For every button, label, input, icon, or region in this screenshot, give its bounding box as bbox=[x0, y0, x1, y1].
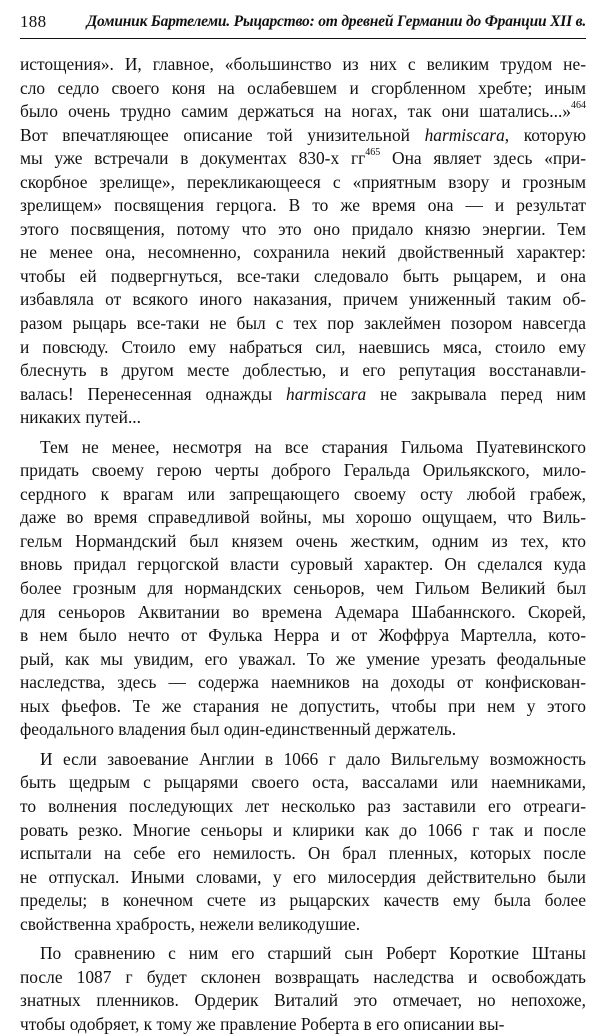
line-text: быть щедрым с рыцарями своего оста, вассалами или наемниками, bbox=[20, 772, 586, 793]
text-line bbox=[20, 383, 586, 407]
text-line bbox=[20, 265, 586, 289]
line-text: гельм Нормандский был князем очень жестким, одним из тех, кто bbox=[20, 530, 586, 551]
line-text: для сеньоров Аквитании во времена Адемара Шабаннского. Скорей, bbox=[20, 601, 586, 622]
footnote-ref: 465 bbox=[365, 147, 381, 159]
text-line bbox=[20, 819, 586, 843]
line-text: сло седло своего коня на ослабевшем и сгорбленном хребте; иным bbox=[20, 77, 586, 98]
line-text: чтобы ей подвергнуться, все-таки следовало быть рыцарем, и она bbox=[20, 265, 586, 286]
paragraph bbox=[20, 942, 586, 1036]
line-text: Тем не менее, несмотря на все старания Гильома Пуатевинского bbox=[40, 436, 586, 457]
text-line bbox=[20, 436, 586, 460]
line-text: даже во время справедливой войны, мы хорошо ощущаем, что Виль- bbox=[20, 507, 586, 528]
line-text: Она являет здесь «при- bbox=[380, 148, 586, 169]
text-line bbox=[20, 77, 586, 101]
line-text: избавляла от всякого иного наказания, причем униженный таким об- bbox=[20, 289, 586, 310]
line-text: мы уже встречали в документах 830-х гг bbox=[20, 148, 366, 169]
line-text: истощения». И, главное, «большинство из них с великим трудом не- bbox=[20, 54, 586, 74]
text-line bbox=[20, 124, 586, 148]
line-text: в нем было нечто от Фулька Нерра и от Жоффруа Мартелла, кото- bbox=[20, 625, 586, 646]
text-line bbox=[20, 748, 586, 772]
text-line bbox=[20, 942, 586, 966]
line-text: то волнения последующих лет несколько раз заставили его отреаги- bbox=[20, 795, 586, 816]
line-text: пределы; в конечном счете из рыцарских качеств ему была более bbox=[20, 890, 586, 911]
line-text: не менее она, несомненно, сохранила некий двойственный характер: bbox=[20, 242, 586, 263]
line-text: вновь придал герцогской власти суровый характер. Он сделался куда bbox=[20, 554, 586, 575]
line-text: И если завоевание Англии в 1066 г дало Вильгельму возможность bbox=[40, 748, 586, 769]
line-text: никаких путей... bbox=[20, 407, 141, 428]
text-line bbox=[20, 53, 586, 77]
text-line bbox=[20, 288, 586, 312]
paragraph bbox=[20, 748, 586, 936]
line-text: было очень трудно самим держаться на ногах, так они шатались...» bbox=[20, 101, 571, 122]
text-line bbox=[20, 171, 586, 195]
line-text: и повсюду. Стоило ему набраться сил, наевшись мяса, стоило ему bbox=[20, 336, 586, 357]
text-line bbox=[20, 312, 586, 336]
line-text: Вот впечатляющее описание той унизительной bbox=[20, 124, 425, 145]
text-line bbox=[20, 530, 586, 554]
text-line bbox=[20, 241, 586, 265]
text-line bbox=[20, 795, 586, 819]
line-text: не закрывала перед ним bbox=[366, 383, 587, 404]
text-line bbox=[20, 1013, 586, 1036]
text-line bbox=[20, 147, 586, 171]
book-page bbox=[20, 10, 586, 1036]
running-title: Доминик Бартелеми. Рыцарство: от древней Германии до Франции XII в. bbox=[86, 13, 586, 30]
text-line bbox=[20, 100, 586, 124]
paragraph bbox=[20, 436, 586, 742]
text-line bbox=[20, 771, 586, 795]
text-line bbox=[20, 406, 586, 430]
footnote-ref: 464 bbox=[571, 100, 586, 112]
line-text: блеснуть в другом месте доблестью, и его репутация восстанавли- bbox=[20, 360, 586, 381]
line-text: свойственна храбрость, нежели великодушие. bbox=[20, 913, 361, 934]
line-text: сердного к врагам или запрещающего своему осту любой грабеж, bbox=[20, 483, 586, 504]
text-line bbox=[20, 889, 586, 913]
line-text: знатных пленников. Ордерик Виталий это отмечает, но непохоже, bbox=[20, 990, 586, 1011]
latin-term: harmiscara bbox=[286, 383, 367, 404]
line-text: не отпускал. Иными словами, у его милосердия действительно были bbox=[20, 866, 586, 887]
line-text: чтобы одобряет, к тому же правление Роберта в его описании вы- bbox=[20, 1013, 505, 1034]
line-text: рый, как мы увидим, его уважал. То же умение урезать феодальные bbox=[20, 648, 586, 669]
line-text: этого посвящения, потому что это оно придало князю энергии. Тем bbox=[20, 218, 586, 239]
text-line bbox=[20, 695, 586, 719]
line-text: ных фьефов. Те же старания не допустить, чтобы при нем у этого bbox=[20, 695, 586, 716]
text-line bbox=[20, 336, 586, 360]
text-line bbox=[20, 459, 586, 483]
text-line bbox=[20, 989, 586, 1013]
text-line bbox=[20, 359, 586, 383]
text-line bbox=[20, 506, 586, 530]
line-text: зрелищем» посвящения герцога. В то же время она — и результат bbox=[20, 195, 586, 216]
text-line bbox=[20, 577, 586, 601]
text-line bbox=[20, 218, 586, 242]
text-line bbox=[20, 553, 586, 577]
text-line bbox=[20, 483, 586, 507]
line-text: более грозным для нормандских сеньоров, чем Гильом Великий был bbox=[20, 578, 586, 599]
line-text: разом рыцарь все-таки не был с тех пор заклеймен позором навсегда bbox=[20, 313, 586, 334]
paragraph bbox=[20, 53, 586, 430]
body-text bbox=[20, 53, 586, 1036]
text-line bbox=[20, 624, 586, 648]
text-line bbox=[20, 718, 586, 742]
latin-term: harmiscara bbox=[424, 124, 505, 145]
line-text: после 1087 г будет склонен возвращать наследства и освобождать bbox=[20, 966, 586, 987]
text-line bbox=[20, 671, 586, 695]
header-rule bbox=[20, 38, 586, 39]
line-text: валась! Перенесенная однажды bbox=[20, 383, 287, 404]
text-line bbox=[20, 648, 586, 672]
page-header bbox=[20, 10, 586, 40]
text-line bbox=[20, 866, 586, 890]
text-line bbox=[20, 601, 586, 625]
line-text: придать своему герою черты доброго Геральда Орильякского, мило- bbox=[20, 460, 586, 481]
line-text: ровать резко. Многие сеньоры и клирики как до 1066 г так и после bbox=[20, 819, 586, 840]
page-number: 188 bbox=[20, 12, 47, 31]
text-line bbox=[20, 913, 586, 937]
text-line bbox=[20, 842, 586, 866]
text-line bbox=[20, 966, 586, 990]
line-text: скорбное зрелище», перекликающееся с «приятным взору и грозным bbox=[20, 171, 586, 192]
text-line bbox=[20, 194, 586, 218]
line-text: наследства, здесь — содержа наемников на доходы от конфискован- bbox=[20, 672, 586, 693]
line-text: феодального владения был один-единственный держатель. bbox=[20, 719, 457, 740]
line-text: , которую bbox=[504, 124, 586, 145]
line-text: испытали на себе его немилость. Он брал пленных, которых после bbox=[20, 843, 586, 864]
line-text: По сравнению с ним его старший сын Роберт Короткие Штаны bbox=[40, 943, 586, 964]
